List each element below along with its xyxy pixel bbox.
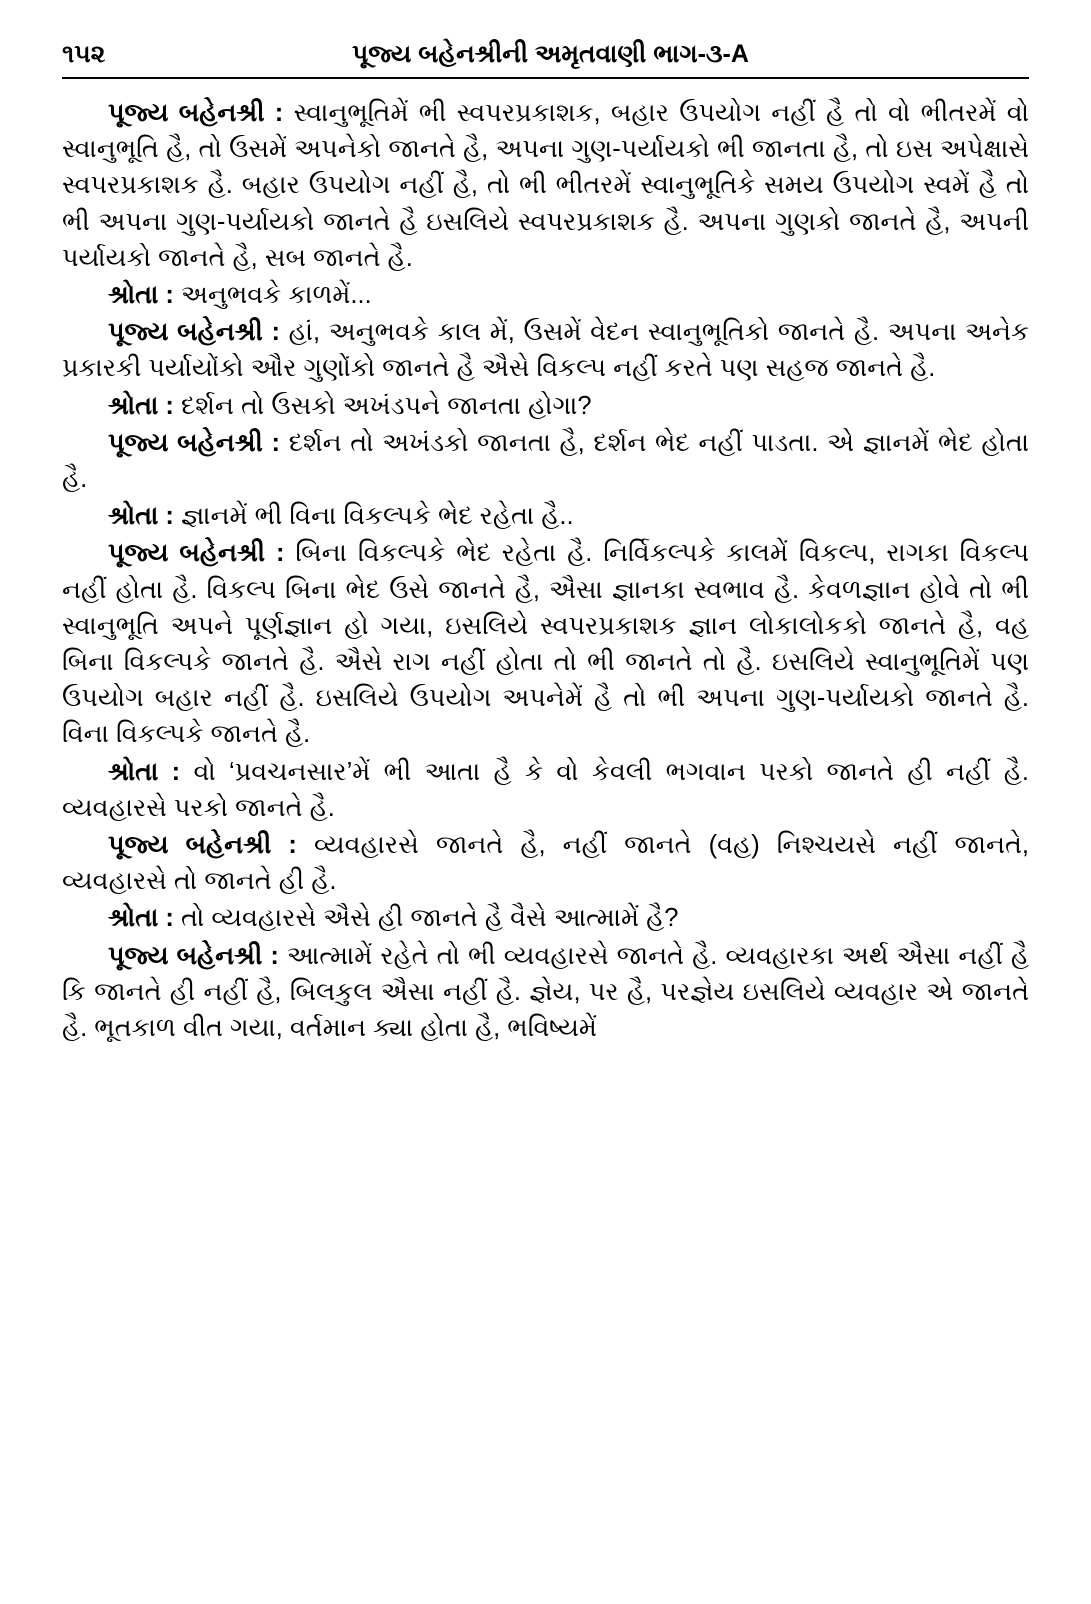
speaker-label: શ્રોતા :	[108, 502, 174, 531]
speaker-label: શ્રોતા :	[108, 281, 174, 310]
paragraph-text: સ્વાનુભૂતિમેં ભી સ્વપરપ્રકાશક, બહાર ઉપયોગ નહીં હૈ તો વો ભીતરમેં વો સ્વાનુભૂતિ હૈ, તો ઉસમેં અપનેકો જાનતે હૈ, અપના ગુણ-પર્યાયકો ભી જાનતા હૈ, તો ઇસ અપેક્ષાસે સ્વપરપ્રકાશક હૈ. બહાર ઉપયોગ નહીં હૈ, તો ભી ભીતરમેં સ્વાનુભૂતિકે સમય ઉપયોગ સ્વમેં હૈ તો ભી અપના ગુણ-પર્યાયકો જાનતે હૈ ઇસલિયે સ્વપરપ્રકાશક હૈ. અપના ગુણકો જાનતે હૈ, અપની પર્યાયકો જાનતે હૈ, સબ જાનતે હૈ.	[62, 99, 1029, 272]
paragraph-text: હાં, અનુભવકે કાલ મેં, ઉસમેં વેદન સ્વાનુભૂતિકો જાનતે હૈ. અપના અનેક પ્રકારકી પર્યાયોંકો ઔર ગુણોંકો જાનતે હૈ ઐસે વિકલ્પ નહીં કરતે પણ સહજ જાનતે હૈ.	[62, 318, 1030, 383]
speaker-label: શ્રોતા :	[108, 757, 181, 786]
body-text	[62, 95, 1029, 1046]
paragraph	[62, 388, 1029, 424]
header-divider	[62, 77, 1029, 79]
paragraph	[62, 754, 1029, 826]
paragraph	[62, 827, 1029, 899]
speaker-label: પૂજ્ય બહેનશ્રી :	[108, 539, 285, 568]
page-number: ૧૫૨	[62, 40, 106, 68]
paragraph-text: તો વ્યવહારસે ઐસે હી જાનતે હૈ વૈસે આત્મામેં હૈ?	[173, 904, 679, 933]
speaker-label: પૂજ્ય બહેનશ્રી :	[108, 99, 284, 127]
paragraph-text: દર્શન તો ઉસકો અખંડપને જાનતા હોગા?	[173, 391, 592, 420]
speaker-label: પૂજ્ય બહેનશ્રી :	[108, 941, 279, 970]
speaker-label: શ્રોતા :	[108, 904, 174, 933]
speaker-label: પૂજ્ય બહેનશ્રી :	[108, 318, 280, 347]
header-title: પૂજ્ય બહેનશ્રીની અમૃતવાણી ભાગ-૩-A	[352, 40, 749, 68]
paragraph-text: અનુભવકે કાળમેં...	[173, 281, 372, 310]
paragraph	[62, 95, 1029, 276]
speaker-label: પૂજ્ય બહેનશ્રી :	[108, 831, 297, 860]
paragraph-text: વો ‘પ્રવચનસાર’મેં ભી આતા હૈ કે વો કેવલી ભગવાન પરકો જાનતે હી નહીં હૈ. વ્યવહારસે પરકો જાનતે હૈ.	[62, 757, 1029, 822]
speaker-label: પૂજ્ય બહેનશ્રી :	[108, 428, 281, 457]
paragraph	[62, 277, 1029, 313]
paragraph-text: વ્યવહારસે જાનતે હૈ, નહીં જાનતે (વહ) નિશ્ચયસે નહીં જાનતે, વ્યવહારસે તો જાનતે હી હૈ.	[62, 831, 1030, 896]
paragraph-text: જ્ઞાનમેં ભી વિના વિકલ્પકે ભેદ રહેતા હૈ..	[173, 502, 574, 531]
paragraph	[62, 900, 1029, 936]
paragraph	[62, 425, 1029, 497]
paragraph	[62, 938, 1029, 1047]
page-header	[62, 40, 1029, 77]
paragraph	[62, 314, 1029, 386]
paragraph	[62, 498, 1029, 534]
paragraph-text: દર્શન તો અખંડકો જાનતા હૈ, દર્શન ભેદ નહીં પાડતા. એ જ્ઞાનમેં ભેદ હોતા હૈ.	[62, 428, 1030, 494]
paragraph-text: બિના વિકલ્પકે ભેદ રહેતા હૈ. નિર્વિકલ્પકે કાલમેં વિકલ્પ, રાગકા વિકલ્પ નહીં હોતા હૈ. વિકલ્પ બિના ભેદ ઉસે જાનતે હૈ, ઐસા જ્ઞાનકા સ્વભાવ હૈ. કેવળજ્ઞાન હોવે તો ભી સ્વાનુભૂતિ અપને પૂર્ણજ્ઞાન હો ગયા, ઇસલિયે સ્વપરપ્રકાશક જ્ઞાન લોકાલોકકો જાનતે હૈ, વહ બિના વિકલ્પકે જાનતે હૈ. ઐસે રાગ નહીં હોતા તો ભી જાનતે તો હૈ. ઇસલિયે સ્વાનુભૂતિમેં પણ ઉપયોગ બહાર નહીં હૈ. ઇસલિયે ઉપયોગ અપનેમેં હૈ તો ભી અપના ગુણ-પર્યાયકો જાનતે હૈ. વિના વિકલ્પકે જાનતે હૈ.	[62, 539, 1030, 749]
paragraph	[62, 535, 1029, 752]
speaker-label: શ્રોતા :	[108, 391, 174, 420]
paragraph-text: આત્મામેં રહેતે તો ભી વ્યવહારસે જાનતે હૈ. વ્યવહારકા અર્થ ઐસા નહીં હૈ કિ જાનતે હી નહીં હૈ, બિલકુલ ઐસા નહીં હૈ. જ્ઞેય, પર હૈ, પરજ્ઞેય ઇસલિયે વ્યવહાર એ જાનતે હૈ. ભૂતકાળ વીત ગયા, વર્તમાન ક્યા હોતા હૈ, ભવિષ્યમેં	[62, 941, 1029, 1043]
